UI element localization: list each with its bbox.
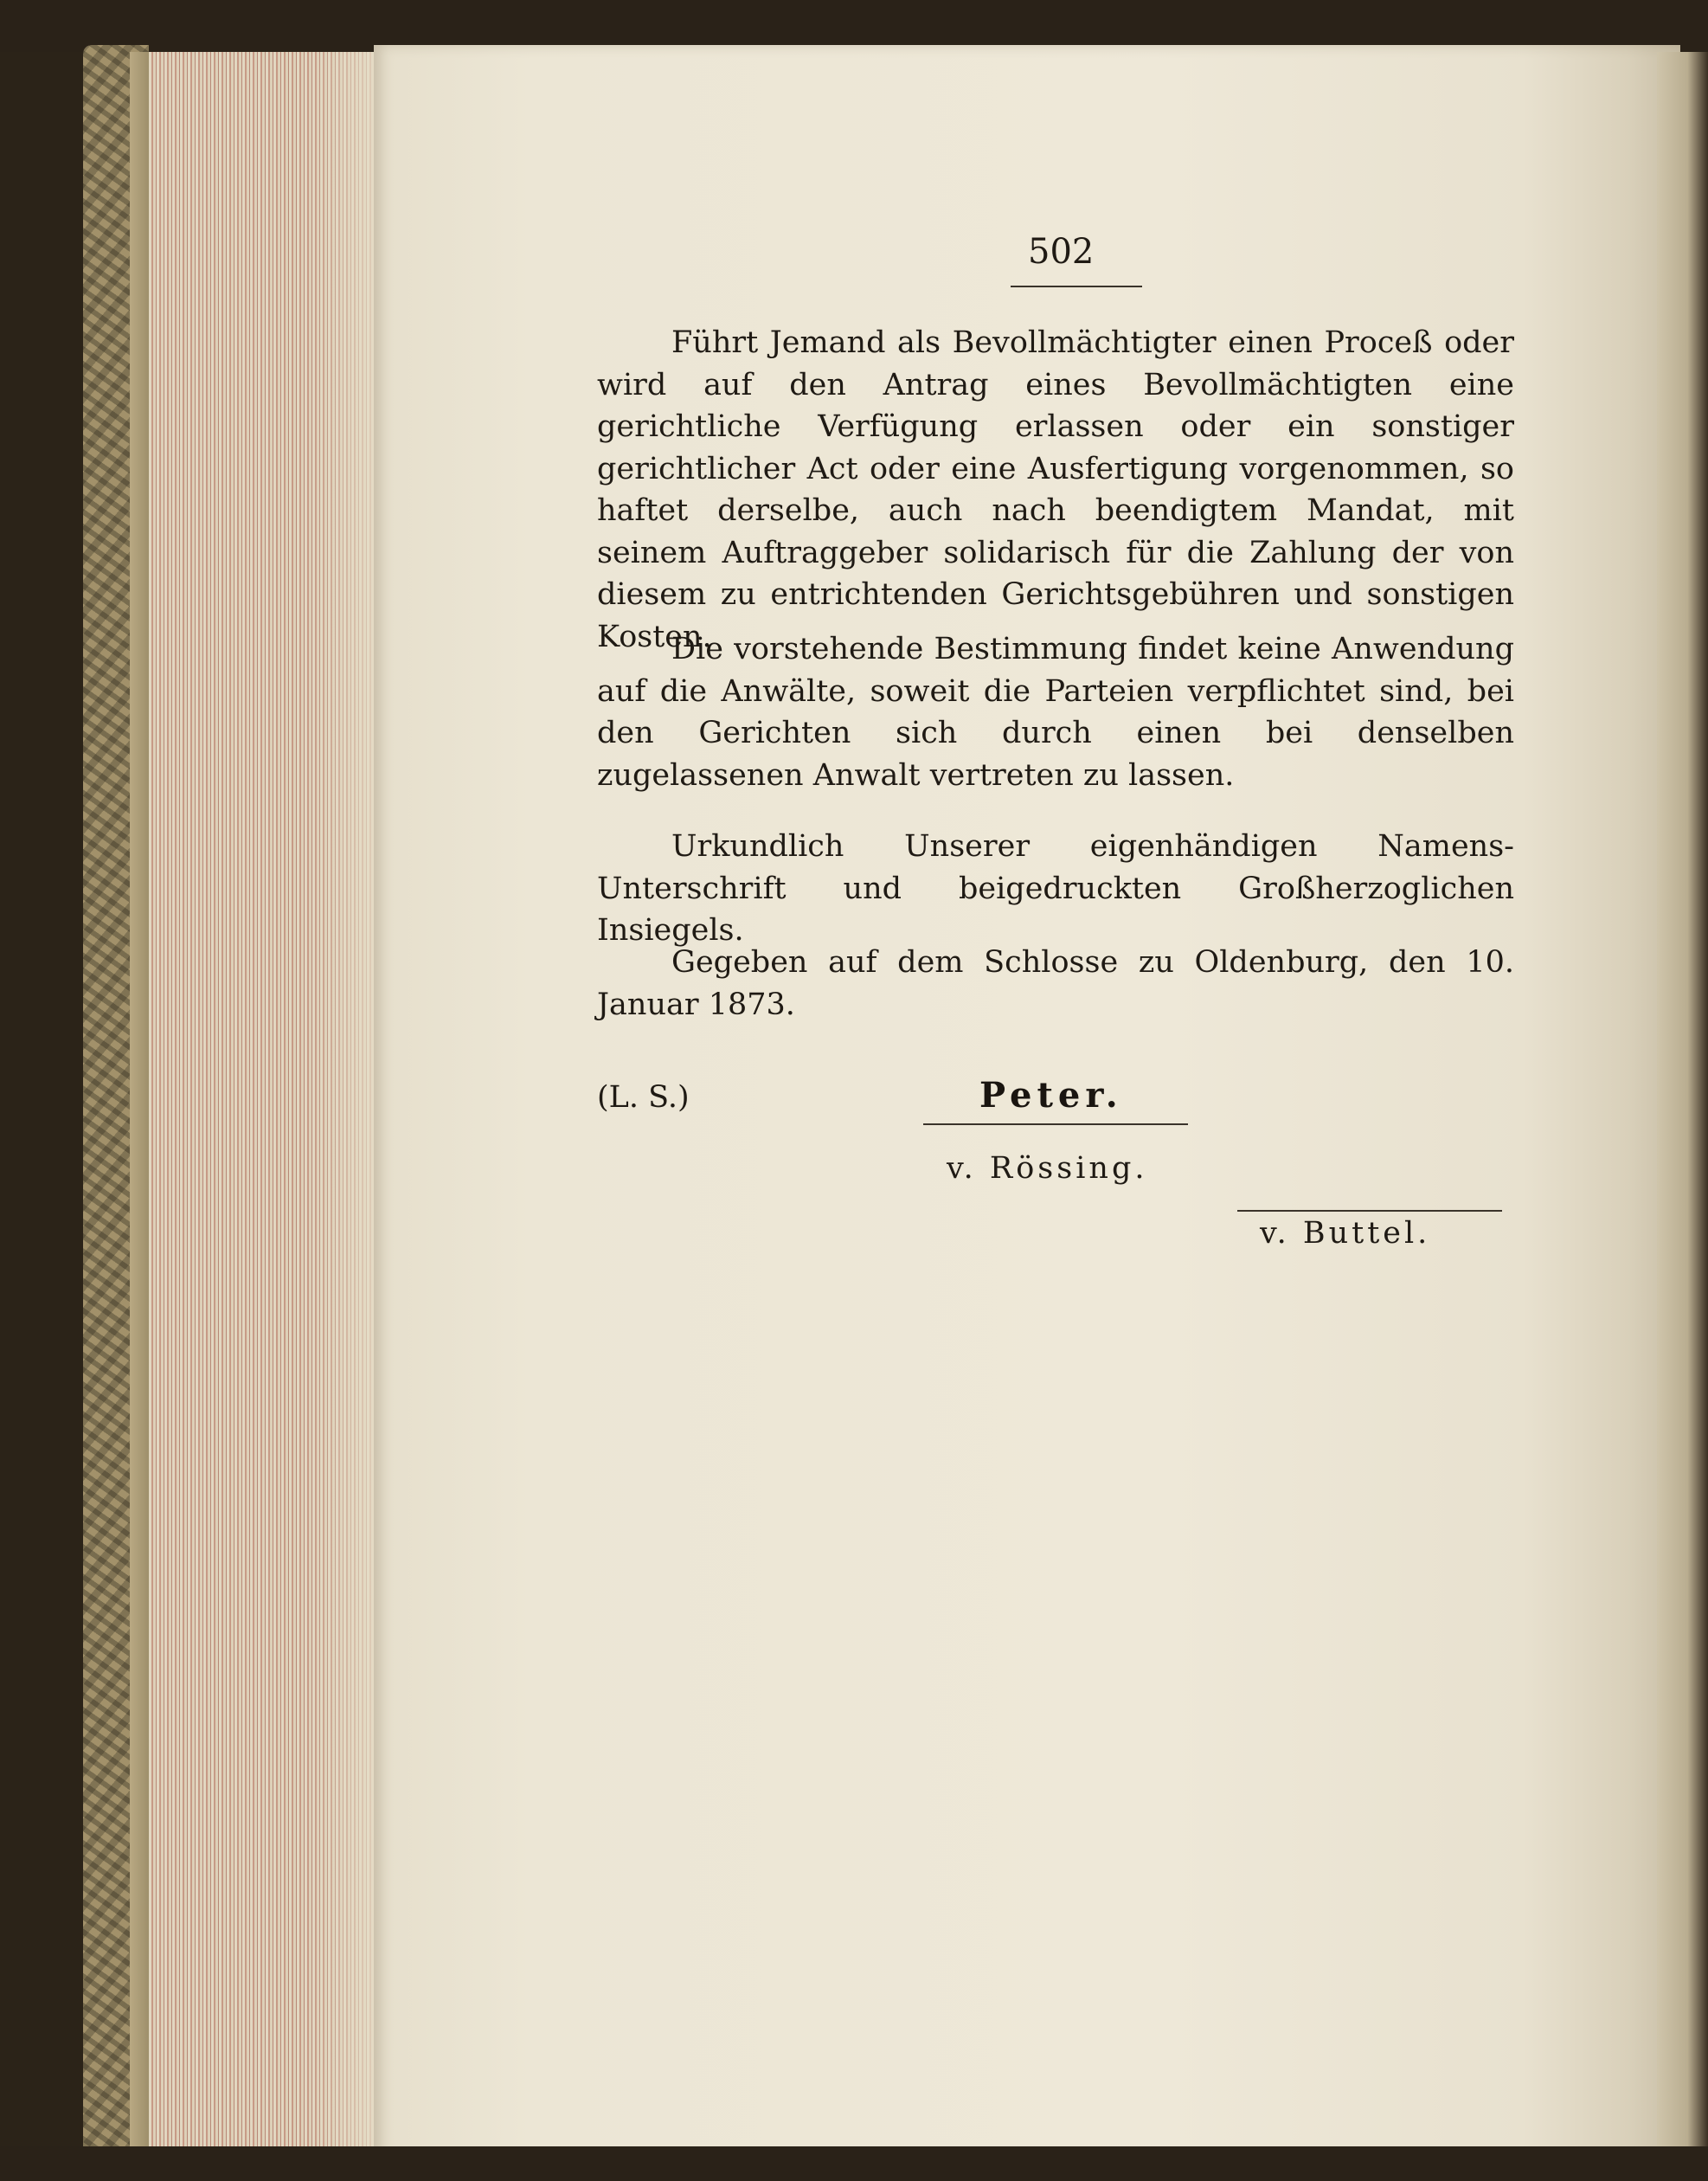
signature-sovereign: Peter. [979,1075,1123,1116]
page-edges-fade [311,52,374,2146]
signature-minister-2: v. Buttel. [1260,1216,1431,1251]
paragraph-exception: Die vorstehende Bestimmung findet keine Anwendung auf die Anwälte, soweit die Parteien verpflichtet sind, bei den Gerichten sich durch einen bei denselben zugelassenen Anwalt vertreten zu lassen. [597,632,1514,793]
seal-mark: (L. S.) [597,1080,690,1115]
signature-rule-2 [1237,1210,1502,1212]
paragraph-date-place: Gegeben auf dem Schlosse zu Oldenburg, den 10. Januar 1873. [597,945,1514,1022]
cover-edge [130,52,149,2146]
paragraph-liability: Führt Jemand als Bevollmächtigter einen Proceß oder wird auf den Antrag eines Bevollmächtigten eine gerichtliche Verfügung erlassen oder ein sonstiger gerichtlicher Act oder eine Ausfertigung vorgenommen, so haftet derselbe, auch nach beendigtem Mandat, mit seinem Auftraggeber solidarisch für die Zahlung der von diesem zu entrichtenden Gerichtsgebühren und sonstigen Kosten. [597,325,1514,654]
gutter-shadow [1657,52,1708,2146]
page-number: 502 [1028,232,1095,272]
backdrop-bottom [0,2146,1708,2181]
paragraph-attestation: Urkundlich Unserer eigenhändigen Namens-Unterschrift und beigedruckten Großherzoglichen Insiegels. [597,829,1514,948]
backdrop [0,0,1708,52]
signature-rule [923,1123,1188,1125]
page-number-rule [1011,286,1142,287]
signature-minister-1: v. Rössing. [947,1151,1148,1186]
